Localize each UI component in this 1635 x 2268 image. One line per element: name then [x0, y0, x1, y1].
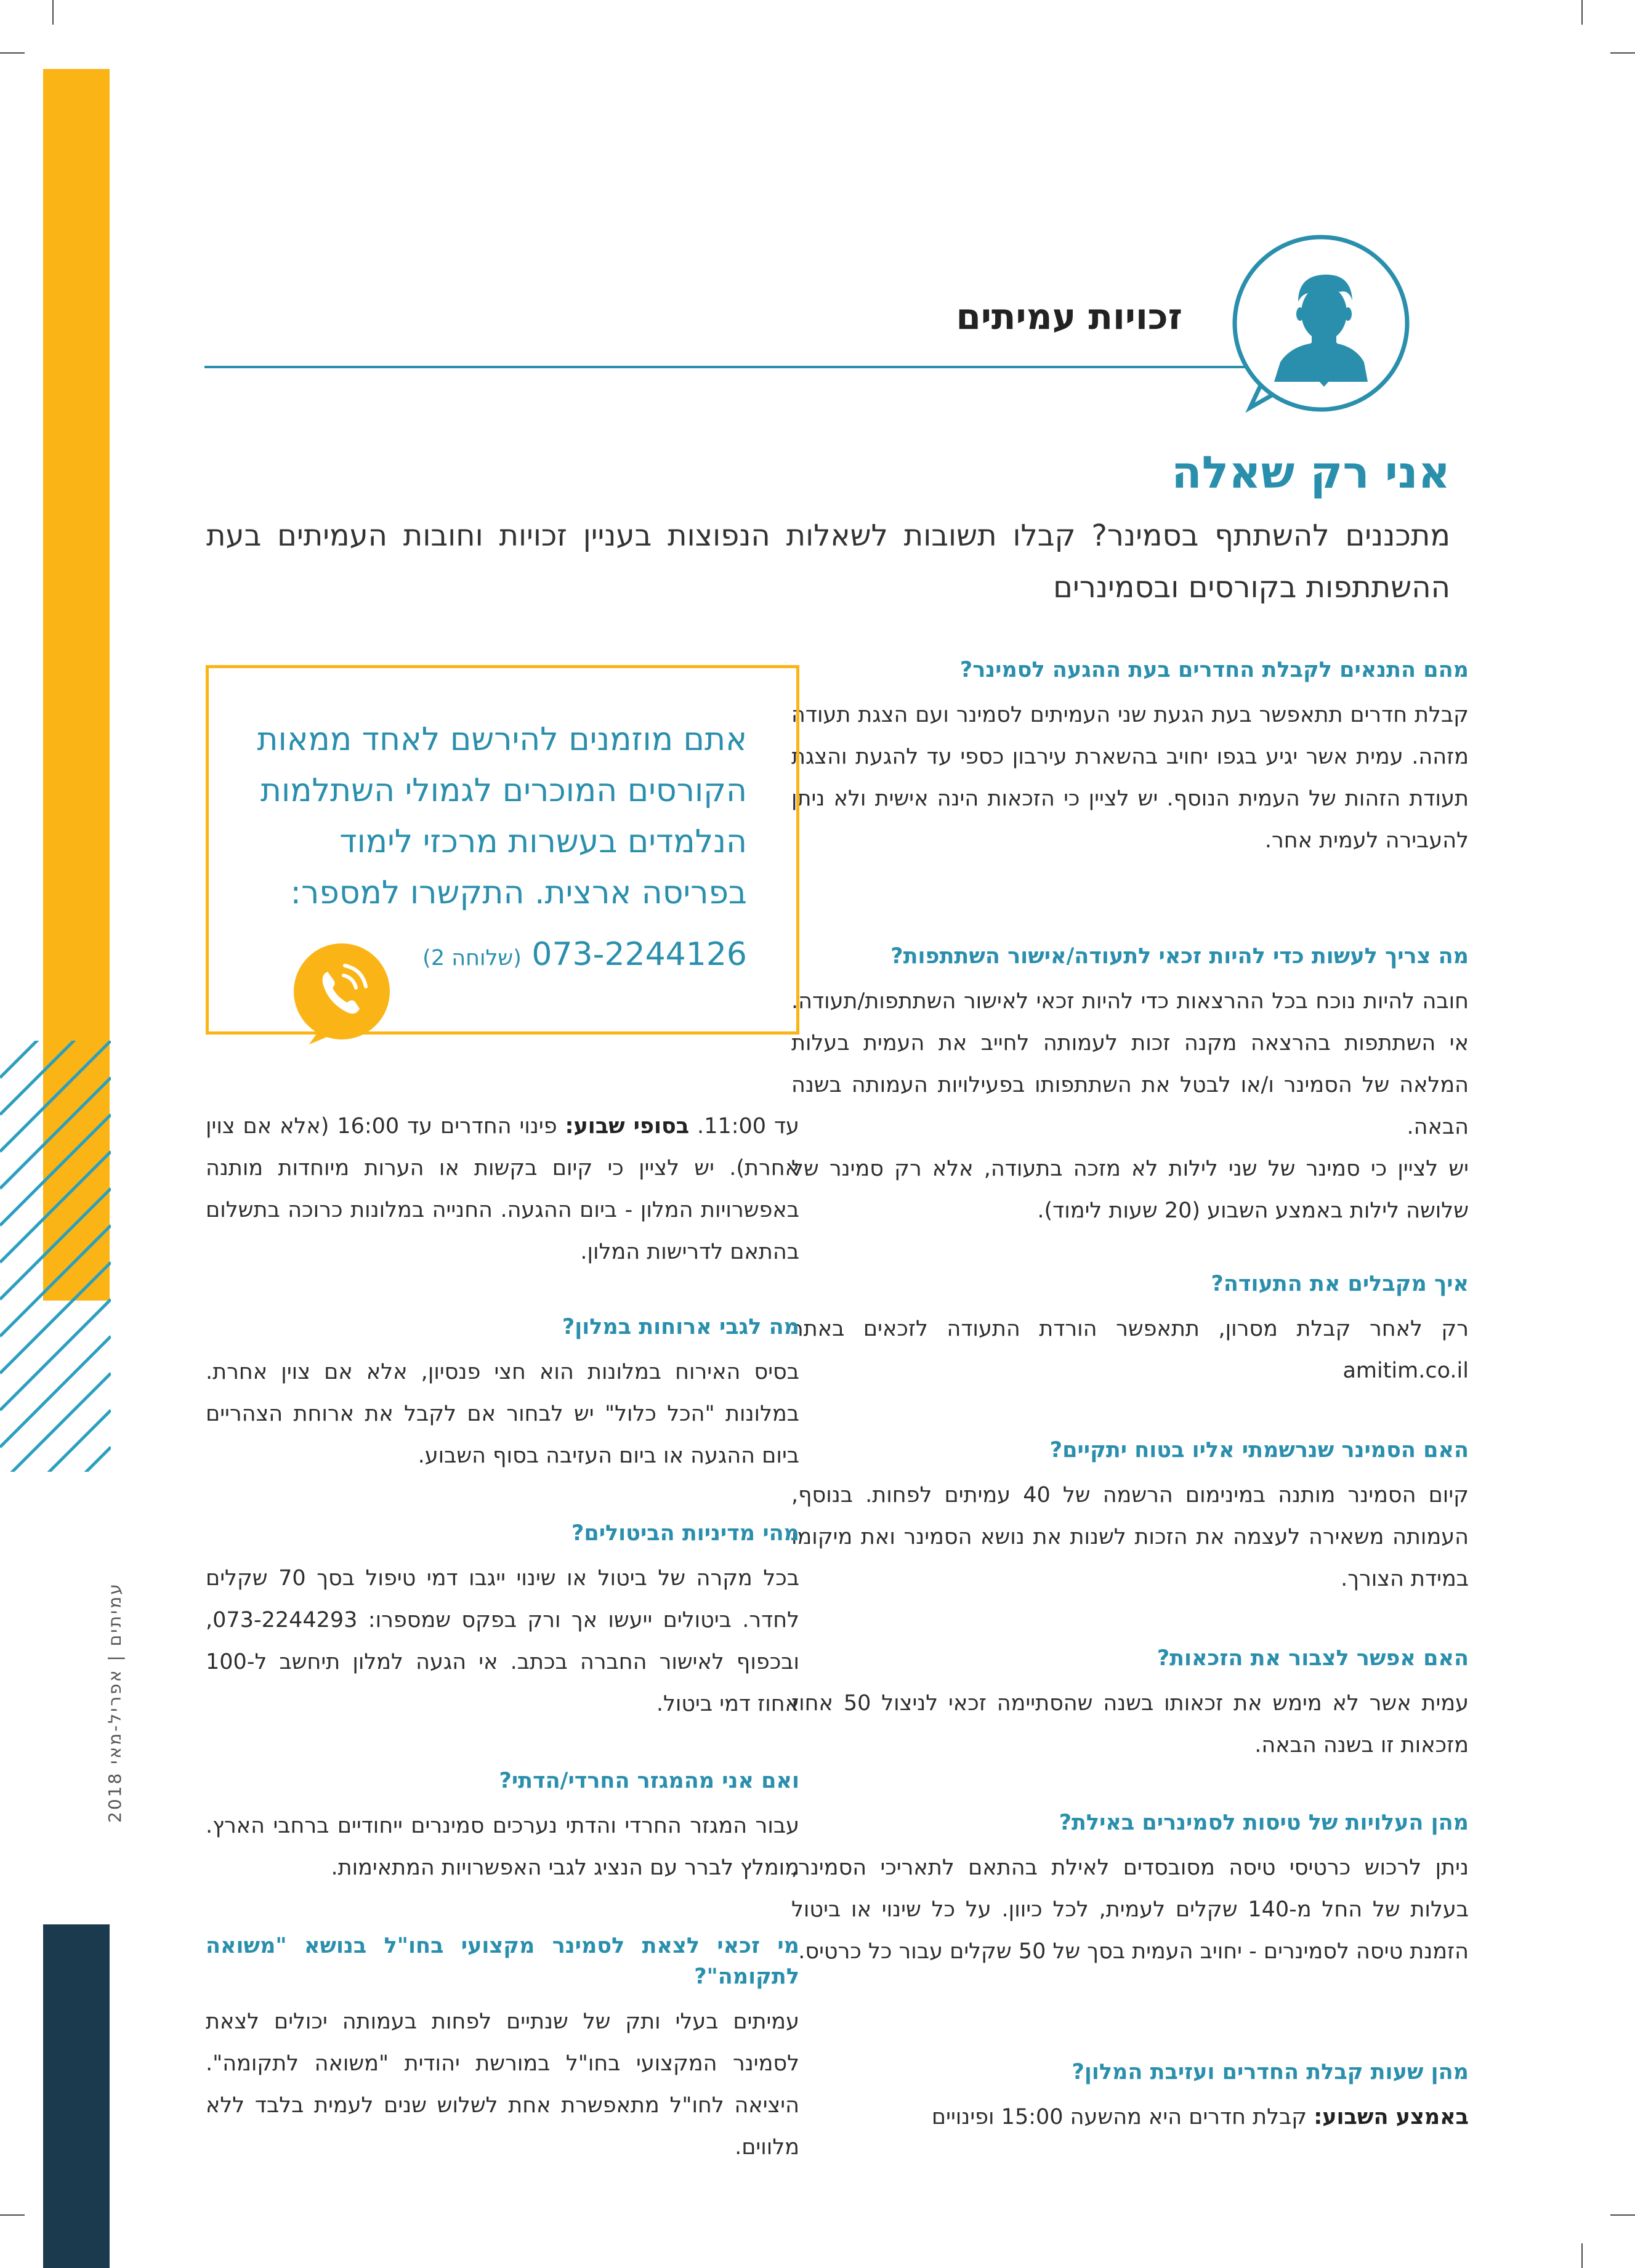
faq-answer-text: קבלת חדרים היא מהשעה 15:00 ופינויים [931, 2105, 1307, 2129]
crop-mark [0, 2214, 25, 2216]
crop-mark [0, 52, 25, 54]
faq-item-flight-costs [791, 1807, 1469, 1972]
faq-question: איך מקבלים את התעודה? [1211, 1272, 1469, 1296]
faq-question: מהן העלויות של טיסות לסמינרים באילת? [1059, 1810, 1469, 1835]
faq-answer-note: יש לציין כי סמינר של שני לילות לא מזכה בתעודה, אלא רק סמינר של שלושה לילות באמצע השבוע (20 שעות לימוד). [791, 1156, 1469, 1223]
phone-extension: (שלוחה 2) [422, 946, 522, 971]
crop-mark [52, 0, 54, 25]
faq-question: האם אפשר לצבור את הזכאות? [1157, 1646, 1469, 1671]
faq-answer: קיום הסמינר מותנה במינימום הרשמה של 40 עמיתים לפחות. בנוסף, העמותה משאירה לעצמה את הזכות לשנות את נושא הסמינר ואת מיקומו במידת הצורך. [791, 1483, 1469, 1591]
faq-question: מה צריך לעשות כדי להיות זכאי לתעודה/אישור השתתפות? [890, 944, 1469, 969]
faq-question: מהם התנאים לקבלת החדרים בעת ההגעה לסמינר? [959, 658, 1469, 682]
header-rule [204, 366, 1375, 368]
phone-number: 073-2244126 [531, 936, 747, 973]
faq-item-certificate-eligibility [791, 941, 1469, 1232]
crop-mark [1581, 0, 1583, 25]
callout-phone [415, 936, 747, 973]
faq-item-religious-sector [206, 1766, 799, 1889]
faq-question: ואם אני מהמגזר החרדי/הדתי? [499, 1769, 799, 1793]
sidebar-navy-block [43, 1924, 110, 2268]
faq-item-get-certificate [791, 1269, 1469, 1392]
faq-answer-text: פינוי החדרים עד 16:00 (אלא אם צוין אחרת). יש לציין כי קיום בקשות או הערות מיוחדות מותנה באפשרויות המלון - ביום ההגעה. החנייה במלונות כרוכה בתשלום בהתאם לדרישות המלון. [206, 1114, 799, 1264]
faq-item-meals [206, 1312, 799, 1477]
spine-text: עמיתים | אפריל-מאי 2018 [105, 1582, 125, 1823]
faq-item-hotel-hours [791, 2057, 1469, 2138]
faq-answer-pre: עד 11:00. [697, 1114, 799, 1139]
faq-item-seminar-guaranteed [791, 1435, 1469, 1600]
page-title: אני רק שאלה [1171, 446, 1450, 498]
faq-answer: ניתן לרכוש כרטיסי טיסה מסובסדים לאילת בהתאם לתאריכי הסמינר, בעלות של החל מ-140 שקלים לעמית, לכל כיוון. על כל שינוי או ביטול הזמנת טיסה לסמינרים - יחויב העמית בסך של 50 שקלים עבור כל כרטיס. [791, 1855, 1469, 1964]
faq-answer: עמית אשר לא מימש את זכאותו בשנה שהסתיימה זכאי לניצול 50 אחוז מזכאות זו בשנה הבאה. [791, 1691, 1469, 1757]
faq-item-room-conditions [791, 655, 1469, 862]
faq-question: מי זכאי לצאת לסמינר מקצועי בחו"ל בנושא "משואה לתקומה"? [206, 1934, 799, 1989]
callout-text: אתם מוזמנים להירשם לאחד ממאות הקורסים המוכרים לגמולי השתלמות הנלמדים בעשרות מרכזי לימוד בפריסה ארצית. התקשרו למספר: [257, 721, 747, 911]
crop-mark [1610, 52, 1635, 54]
crop-mark [1581, 2243, 1583, 2268]
faq-question: מהי מדיניות הביטולים? [571, 1521, 799, 1546]
faq-answer [206, 1105, 799, 1273]
phone-icon [283, 936, 394, 1047]
faq-item-cancellation [206, 1518, 799, 1725]
faq-answer [791, 2096, 1469, 2138]
faq-answer-bold: בסופי שבוע: [565, 1114, 690, 1139]
faq-item-hotel-hours-continued [206, 1105, 799, 1273]
faq-question: האם הסמינר שנרשמתי אליו בטוח יתקיים? [1049, 1438, 1469, 1463]
faq-answer: בסיס האירוח במלונות הוא חצי פנסיון, אלא אם צוין אחרת. במלונות "הכל כלול" יש לבחור אם לקבל את ארוחת הצהריים ביום ההגעה או ביום העזיבה בסוף השבוע. [206, 1360, 799, 1468]
faq-answer: בכל מקרה של ביטול או שינוי ייגבו דמי טיפול בסך 70 שקלים לחדר. ביטולים ייעשו אך ורק בפקס שמספרו: 073-2244293, ובכפוף לאישור החברה בכתב. אי הגעה למלון תיחשב ל-100 אחוז דמי ביטול. [206, 1566, 799, 1716]
faq-answer: קבלת חדרים תתאפשר בעת הגעת שני העמיתים לסמינר ועם הצגת תעודה מזהה. עמית אשר יגיע בגפו יחויב בהשארת עירבון כספי עד להגעת והצגת תעודת הזהות של העמית הנוסף. יש לציין כי הזכאות הינה אישית ולא ניתן להעבירה לעמית אחר. [791, 703, 1469, 853]
faq-answer: רק לאחר קבלת מסרון, תתאפשר הורדת התעודה לזכאים באתר amitim.co.il [791, 1317, 1469, 1383]
avatar-icon [1225, 228, 1410, 413]
diagonal-stripes [0, 1041, 111, 1472]
faq-question: מה לגבי ארוחות במלון? [562, 1315, 799, 1339]
faq-question: מהן שעות קבלת החדרים ועזיבת המלון? [1072, 2060, 1469, 2084]
faq-item-abroad-seminar [206, 1931, 799, 2168]
section-title: זכויות עמיתים [956, 296, 1182, 337]
faq-item-accumulate-eligibility [791, 1643, 1469, 1766]
faq-answer: עבור המגזר החרדי והדתי נערכים סמינרים ייחודיים ברחבי הארץ. מומלץ לברר עם הנציג לגבי האפשרויות המתאימות. [206, 1814, 799, 1880]
faq-answer: חובה להיות נוכח בכל ההרצאות כדי להיות זכאי לאישור השתתפות/תעודה. אי השתתפות בהרצאה מקנה זכות לעמותה לחייב את העמית בעלות המלאה של הסמינר ו/או לבטל את השתתפותו בפעילויות העמותה בשנה הבאה. [791, 989, 1469, 1139]
faq-answer: עמיתים בעלי ותק של שנתיים לפחות בעמותה יכולים לצאת לסמינר המקצועי בחו"ל במורשת יהודית "משואה לתקומה". היציאה לחו"ל מתאפשרת אחת לשלוש שנים לעמית בלבד ללא מלווים. [206, 2009, 799, 2160]
intro-text: מתכננים להשתתף בסמינר? קבלו תשובות לשאלות הנפוצות בעניין זכויות וחובות העמיתים בעת ההשתתפות בקורסים ובסמינרים [206, 519, 1450, 605]
faq-answer-bold: באמצע השבוע: [1314, 2105, 1469, 2129]
crop-mark [1610, 2214, 1635, 2216]
